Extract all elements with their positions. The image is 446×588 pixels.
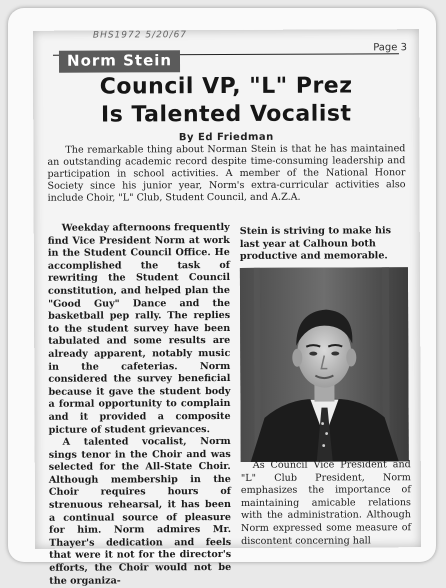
kicker: Norm Stein — [59, 50, 180, 73]
right-column-top: Stein is striving to make his last year at Calhoun both productive and memorable. — [239, 225, 392, 263]
portrait-photo-icon — [240, 267, 409, 462]
left-column-paragraph-1: Weekday afternoons frequently find Vice President Norm at work in the Student Council Office. He accomplished the task of rewriting the Student Council constitution, and helped plan the "Good Guy" Dance and the basketball pep rally. The replies to the student survey have been tabulated and some results are already apparent, notably music in the cafeterias. Norm considered the survey beneficial because it gave the student body a formal opportunity to complain and it provided a composite picture of student grievances. — [47, 221, 231, 436]
newspaper-clipping — [33, 29, 421, 587]
right-column-body — [241, 459, 411, 548]
right-column-paragraph: As Council Vice President and "L" Club President, Norm emphasizes the importance of maintaining amicable relations with the administration. Although Norm expressed some measure of discontent concerning hall — [240, 459, 412, 547]
headline-line-2: Is Talented Vocalist — [100, 101, 352, 128]
page-label: Page 3 — [373, 42, 407, 54]
clipping-frame — [8, 8, 436, 587]
headline-line-1: Council VP, "L" Prez — [99, 73, 353, 100]
handwritten-note: BHS1972 5/20/67 — [92, 30, 188, 41]
intro-paragraph: The remarkable thing about Norman Stein is that he has maintained an outstanding academic record despite time-consuming leadership and participation in school activities. A member of the National Honor Society since his junior year, Norm's extra-curricular activities also include Choir, "L" Club, Student Council, and A.Z.A. — [47, 143, 406, 204]
byline: By Ed Friedman — [178, 131, 274, 144]
left-column — [48, 222, 232, 588]
left-column-paragraph-2: A talented vocalist, Norm sings tenor in the Choir and was selected for the All-State Choir. Although membership in the Choir requires hours of strenuous rehearsal, it has been a continual source of pleasure for him. Norm admires Mr. Thayer's dedication and feels that were it not for the director's efforts, the Choir would not be the organiza- — [48, 436, 232, 587]
